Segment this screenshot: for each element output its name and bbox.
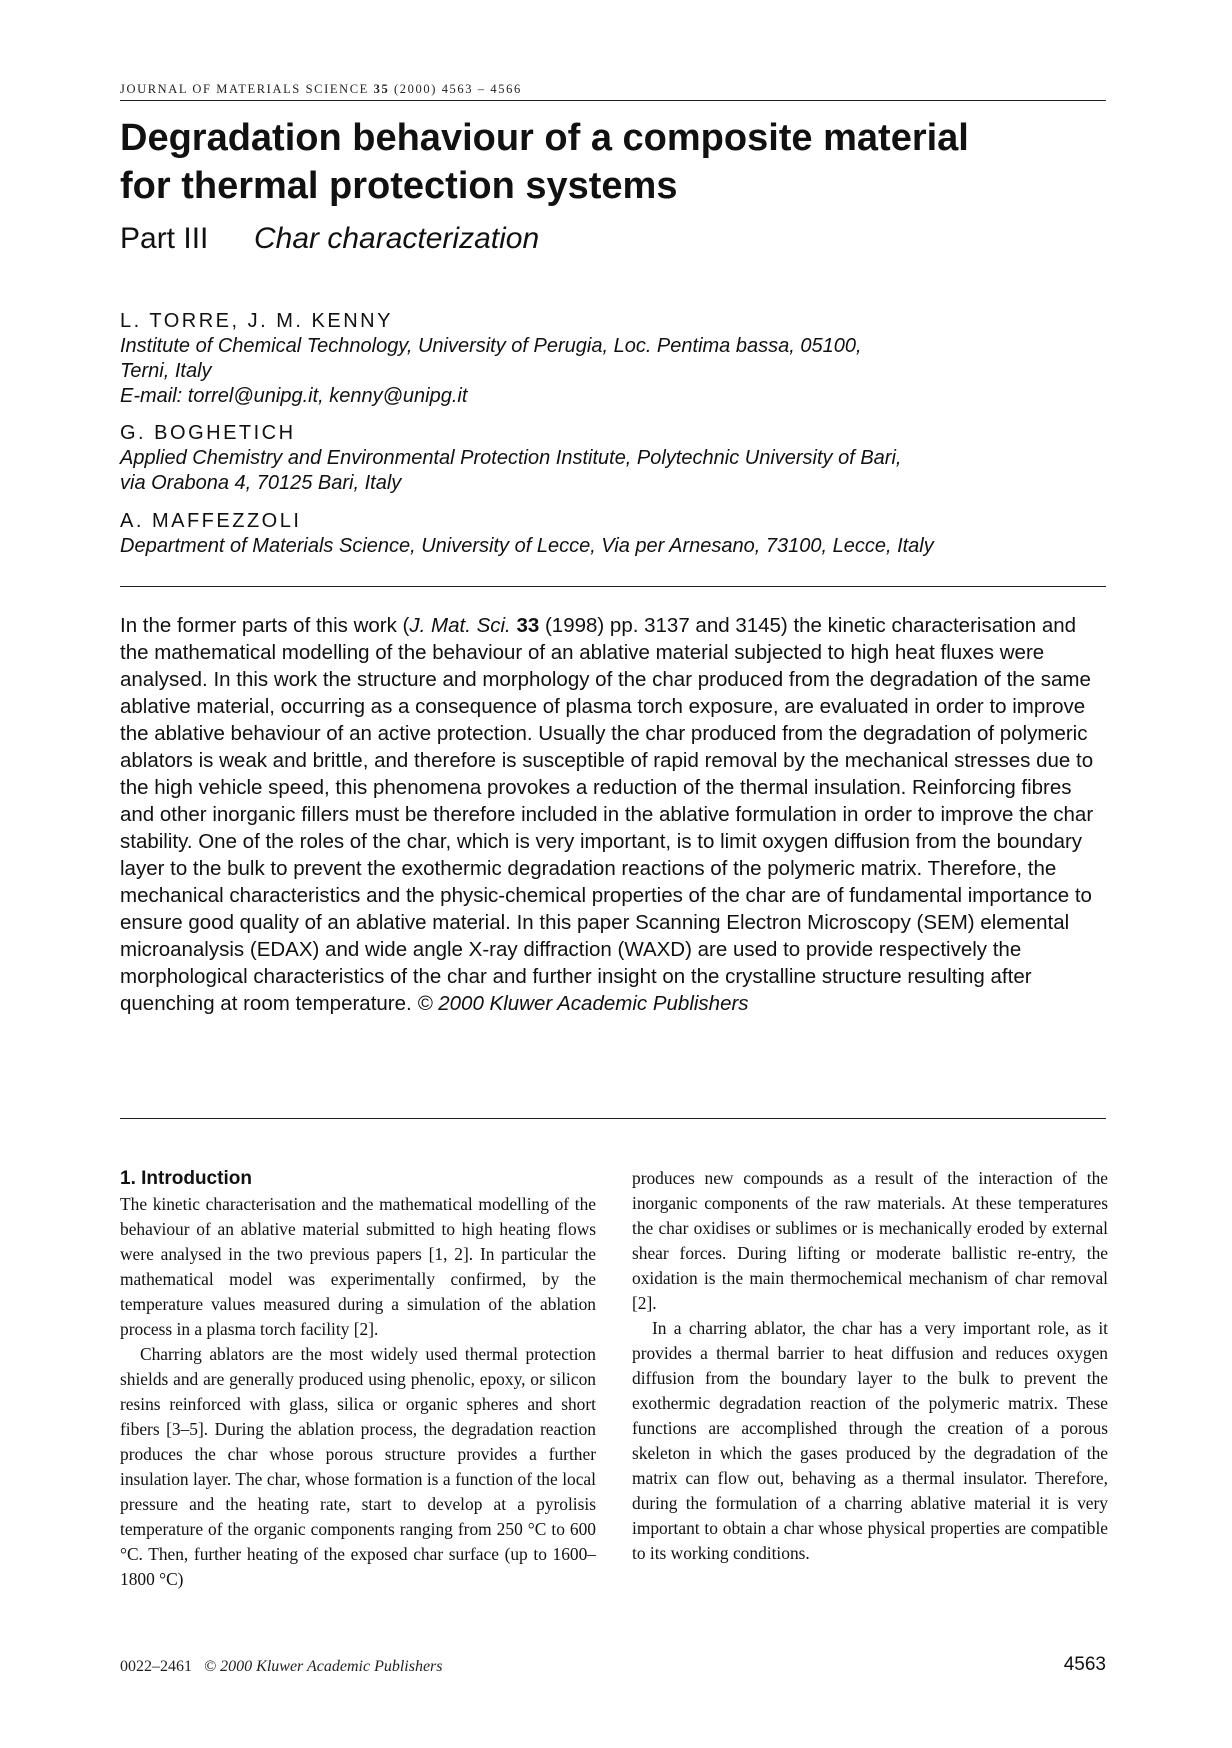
affiliation-3 xyxy=(120,534,1106,559)
abstract-bottom-divider xyxy=(120,1118,1106,1119)
journal-year-pages: (2000) 4563 – 4566 xyxy=(394,82,522,96)
page-number: 4563 xyxy=(1063,1654,1106,1675)
abstract-ref-volume: 33 xyxy=(516,614,540,637)
subtitle-text: Char characterization xyxy=(254,222,540,255)
paper-title-line-1: Degradation behaviour of a composite material xyxy=(120,117,969,159)
paper-subtitle xyxy=(120,222,539,256)
body-paragraph: Charring ablators are the most widely used thermal protection shields and are generally produced using phenolic, epoxy, or silicon resins reinforced with glass, silica or organic spheres and short fibers [3–5]. During the ablation process, the degradation reaction produces the char whose porous structure provides a further insulation layer. The char, whose formation is a function of the local pressure and the heating rate, start to develop at a pyrolisis temperature of the organic components ranging from 250 °C to 600 °C. Then, further heating of the exposed char surface (up to 1600–1800 °C) xyxy=(120,1344,596,1589)
affiliation-1-line-2: Terni, Italy xyxy=(120,360,212,382)
footer-issn: 0022–2461 xyxy=(120,1658,192,1675)
body-paragraph: The kinetic characterisation and the mathematical modelling of the behaviour of an ablative material submitted to high heating flows were analysed in the two previous papers [1, 2]. In particular the mathematical model was experimentally confirmed, by the temperature values measured during a simulation of the ablation process in a plasma torch facility [2]. xyxy=(120,1194,596,1339)
body-paragraph: produces new compounds as a result of the interaction of the inorganic components of the raw materials. At these temperatures the char oxidises or sublimes or is mechanically eroded by external shear forces. During lifting or moderate ballistic re-entry, the oxidation is the main thermochemical mechanism of char removal [2]. xyxy=(632,1168,1108,1313)
abstract-copyright: © 2000 Kluwer Academic Publishers xyxy=(417,992,749,1015)
footer-publisher: © 2000 Kluwer Academic Publishers xyxy=(204,1658,443,1675)
journal-volume: 35 xyxy=(373,82,390,96)
abstract-top-divider xyxy=(120,586,1106,587)
body-column-right xyxy=(632,1166,1108,1566)
section-heading-introduction: 1. Introduction xyxy=(120,1168,252,1189)
author-names-1: L. TORRE, J. M. KENNY xyxy=(120,310,393,332)
affiliation-1 xyxy=(120,334,1106,409)
body-column-left xyxy=(120,1166,596,1592)
journal-name: JOURNAL OF MATERIALS SCIENCE xyxy=(120,82,369,96)
body-paragraph: In a charring ablator, the char has a very important role, as it provides a thermal barrier to heat diffusion and reduces oxygen diffusion from the boundary layer to the bulk to prevent the exothermic degradation reaction of the polymeric matrix. These functions are accomplished through the creation of a porous skeleton in which the gases produced by the degradation of the matrix can flow out, behaving as a thermal insulator. Therefore, during the formulation of a charring ablative material it is very important to obtain a char whose physical properties are compatible to its working conditions. xyxy=(632,1318,1108,1563)
abstract xyxy=(120,612,1106,1017)
affiliation-1-line-1: Institute of Chemical Technology, University of Perugia, Loc. Pentima bassa, 05100, xyxy=(120,335,862,357)
affiliation-2-line-2: via Orabona 4, 70125 Bari, Italy xyxy=(120,472,402,494)
affiliation-2-line-1: Applied Chemistry and Environmental Protection Institute, Polytechnic University of Bari, xyxy=(120,447,902,469)
author-names-2: G. BOGHETICH xyxy=(120,422,296,444)
abstract-ref-journal: J. Mat. Sci. xyxy=(409,614,511,637)
paper-title-line-2: for thermal protection systems xyxy=(120,165,678,207)
author-names-3: A. MAFFEZZOLI xyxy=(120,510,302,532)
journal-header xyxy=(120,82,1106,101)
footer-issn-publisher xyxy=(120,1658,443,1676)
affiliation-1-email: E-mail: torrel@unipg.it, kenny@unipg.it xyxy=(120,385,468,407)
abstract-body: (1998) pp. 3137 and 3145) the kinetic characterisation and the mathematical modelling of the behaviour of an ablative material subjected to high heat fluxes were analysed. In this work the structure and morphology of the char produced from the degradation of the same ablative material, occurring as a consequence of plasma torch exposure, are evaluated in order to improve the ablative behaviour of an active protection. Usually the char produced from the degradation of polymeric ablators is weak and brittle, and therefore is susceptible of rapid removal by the mechanical stresses due to the high vehicle speed, this phenomena provokes a reduction of the thermal insulation. Reinforcing fibres and other inorganic fillers must be therefore included in the ablative formulation in order to improve the char stability. One of the roles of the char, which is very important, is to limit oxygen diffusion from the boundary layer to the bulk to prevent the exothermic degradation reactions of the polymeric matrix. Therefore, the mechanical characteristics and the physic-chemical properties of the char are of fundamental importance to ensure good quality of an ablative material. In this paper Scanning Electron Microscopy (SEM) elemental microanalysis (EDAX) and wide angle X-ray diffraction (WAXD) are used to provide respectively the morphological characteristics of the char and further insight on the crystalline structure resulting after quenching at room temperature. xyxy=(120,614,1094,1015)
part-label: Part III xyxy=(120,222,209,255)
abstract-lead: In the former parts of this work ( xyxy=(120,614,410,637)
affiliation-3-line-1: Department of Materials Science, University of Lecce, Via per Arnesano, 73100, Lecce, Italy xyxy=(120,535,934,557)
affiliation-2 xyxy=(120,446,1106,496)
paper-title xyxy=(120,114,1106,210)
